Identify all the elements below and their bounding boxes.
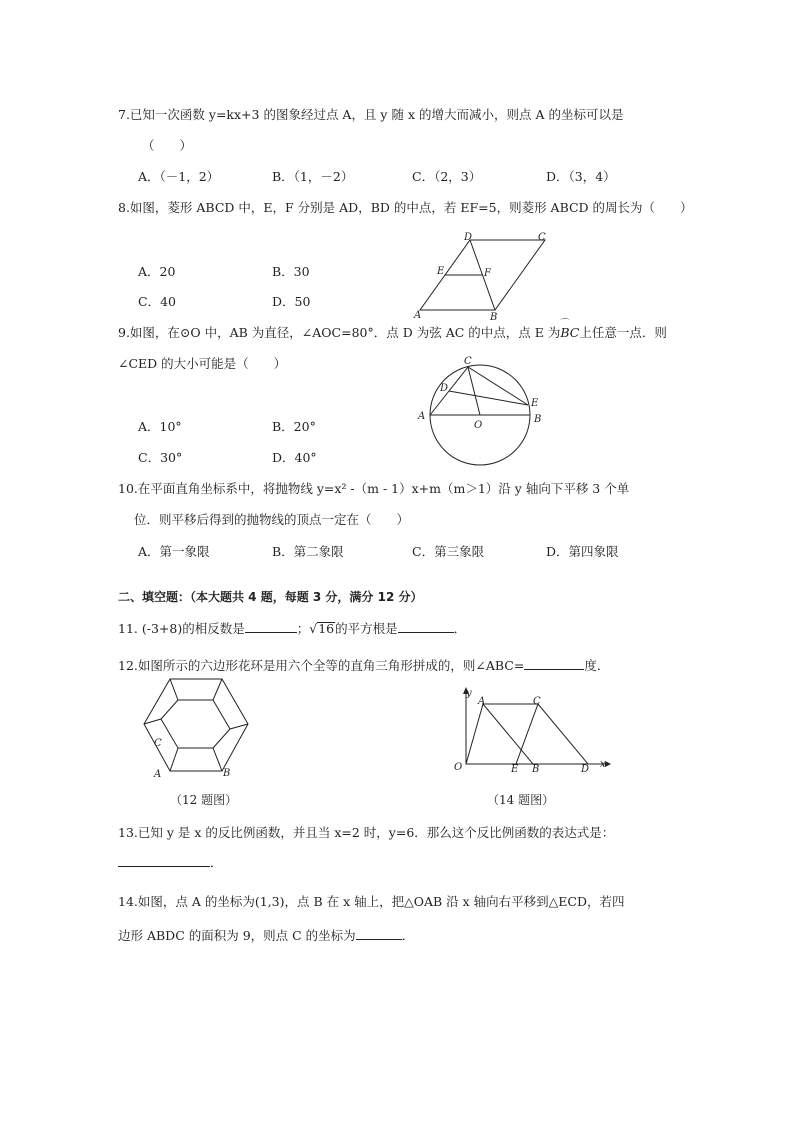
- q11-part1: 11. (-3+8)的相反数是: [118, 621, 245, 636]
- q10-option-a[interactable]: A．第一象限: [138, 544, 210, 559]
- q14-label-a: A: [478, 696, 486, 707]
- q8-label-a: A: [414, 310, 422, 321]
- q7-option-d[interactable]: D．（3，4）: [546, 169, 616, 184]
- q12-text: 12.如图所示的六边形花环是用六个全等的直角三角形拼成的，则∠ABC=: [118, 658, 525, 673]
- sqrt-icon: √: [309, 621, 318, 636]
- q12-stem: [118, 656, 609, 674]
- q9-label-a: A: [418, 411, 426, 422]
- q14-end: ．: [401, 928, 415, 943]
- q8-option-a[interactable]: A．20: [138, 264, 176, 279]
- q14-blank[interactable]: [356, 927, 402, 940]
- q7-option-b[interactable]: B．（1，－2）: [272, 169, 354, 184]
- q10-option-d[interactable]: D．第四象限: [546, 544, 619, 559]
- q9-option-a[interactable]: A．10°: [138, 419, 182, 434]
- q14-stem-line1: 14.如图，点 A 的坐标为(1,3)，点 B 在 x 轴上，把△OAB 沿 x 轴向右平移到△ECD，若四: [118, 894, 625, 909]
- q9-option-c[interactable]: C．30°: [138, 450, 183, 465]
- q14-figure-caption: （14 题图）: [487, 793, 555, 807]
- q9-arc-bc: ⌒ BC: [560, 325, 579, 340]
- q8-label-b: B: [490, 312, 498, 323]
- q11-stem: [118, 619, 466, 637]
- q11-part2: 的平方根是: [335, 621, 398, 636]
- q8-stem-line1: 8.如图，菱形 ABCD 中，E，F 分别是 AD，BD 的中点，若 EF=5，则菱形 ABCD 的周长为（ ）: [118, 200, 693, 215]
- q9-label-d: D: [440, 383, 449, 394]
- q14-label-c: C: [533, 696, 541, 707]
- q11-separator: ；: [296, 621, 310, 636]
- q7-option-c[interactable]: C．（2，3）: [412, 169, 482, 184]
- q9-label-o: O: [474, 420, 483, 431]
- q8-option-d[interactable]: D．50: [272, 294, 311, 309]
- q11-blank-1[interactable]: [245, 620, 297, 633]
- q7-option-a[interactable]: A．（－1，2）: [138, 169, 220, 184]
- q12-label-c: C: [154, 738, 162, 749]
- q14-stem-line2: [118, 926, 414, 944]
- q14-label-d: D: [581, 764, 590, 775]
- q9-label-e: E: [531, 398, 539, 409]
- q7-answer-bracket: （ ）: [142, 138, 193, 153]
- q8-rhombus-figure: [410, 230, 560, 323]
- q12-figure-caption: （12 题图）: [170, 793, 238, 807]
- q10-stem-line1: 10.在平面直角坐标系中，将抛物线 y=x² -（m - 1）x+m（m＞1）沿 y 轴向下平移 3 个单: [118, 481, 630, 496]
- q12-blank[interactable]: [524, 657, 584, 670]
- q8-option-c[interactable]: C．40: [138, 294, 176, 309]
- q9-option-d[interactable]: D．40°: [272, 450, 317, 465]
- q14-label-x: x: [600, 759, 606, 770]
- q13-blank[interactable]: [118, 854, 210, 867]
- q14-label-o: O: [454, 762, 463, 773]
- q11-end: ．: [453, 621, 467, 636]
- q11-blank-2[interactable]: [398, 620, 454, 633]
- q12-label-a: A: [154, 769, 162, 780]
- q11-sqrt-radicand: 16: [318, 621, 335, 636]
- q9-label-b: B: [534, 414, 542, 425]
- q12-label-b: B: [223, 768, 231, 779]
- q12-unit: 度．: [584, 658, 610, 673]
- q13-answer-line: [118, 853, 223, 871]
- q13-stem: 13.已知 y 是 x 的反比例函数，并且当 x=2 时，y=6．那么这个反比例函数的表达式是：: [118, 825, 615, 840]
- q10-option-c[interactable]: C．第三象限: [412, 544, 485, 559]
- q10-option-b[interactable]: B．第二象限: [272, 544, 344, 559]
- q9-stem-part1: 9.如图，在⊙O 中，AB 为直径，∠AOC=80°．点 D 为弦 AC 的中点，点 E 为: [118, 325, 561, 340]
- q8-label-d: D: [464, 232, 473, 243]
- q14-label-b: B: [532, 764, 540, 775]
- q9-option-b[interactable]: B．20°: [272, 419, 316, 434]
- q10-stem-line2: 位．则平移后得到的抛物线的顶点一定在（ ）: [134, 512, 410, 527]
- q14-coordinate-figure: [450, 684, 620, 774]
- q9-stem-part2: 上任意一点．则: [579, 325, 667, 340]
- q14-text: 边形 ABDC 的面积为 9，则点 C 的坐标为: [118, 928, 356, 943]
- q9-label-c: C: [464, 356, 472, 367]
- section-2-title: 二、填空题：（本大题共 4 题，每题 3 分，满分 12 分）: [118, 590, 423, 604]
- q8-label-f: F: [484, 268, 491, 279]
- q13-end: ．: [210, 855, 223, 870]
- q9-stem-line1: [118, 323, 667, 341]
- q12-hexagon-figure: [130, 676, 270, 786]
- q9-stem-line2: ∠CED 的大小可能是（ ）: [118, 356, 287, 371]
- q8-option-b[interactable]: B．30: [272, 264, 310, 279]
- q8-label-e: E: [437, 266, 445, 277]
- q14-label-e: E: [511, 764, 519, 775]
- q14-label-y: y: [466, 688, 472, 699]
- q7-stem-line1: 7.已知一次函数 y=kx+3 的图象经过点 A，且 y 随 x 的增大而减小，则点 A 的坐标可以是: [118, 107, 624, 122]
- q8-label-c: C: [538, 232, 546, 243]
- q9-circle-figure: [410, 355, 550, 470]
